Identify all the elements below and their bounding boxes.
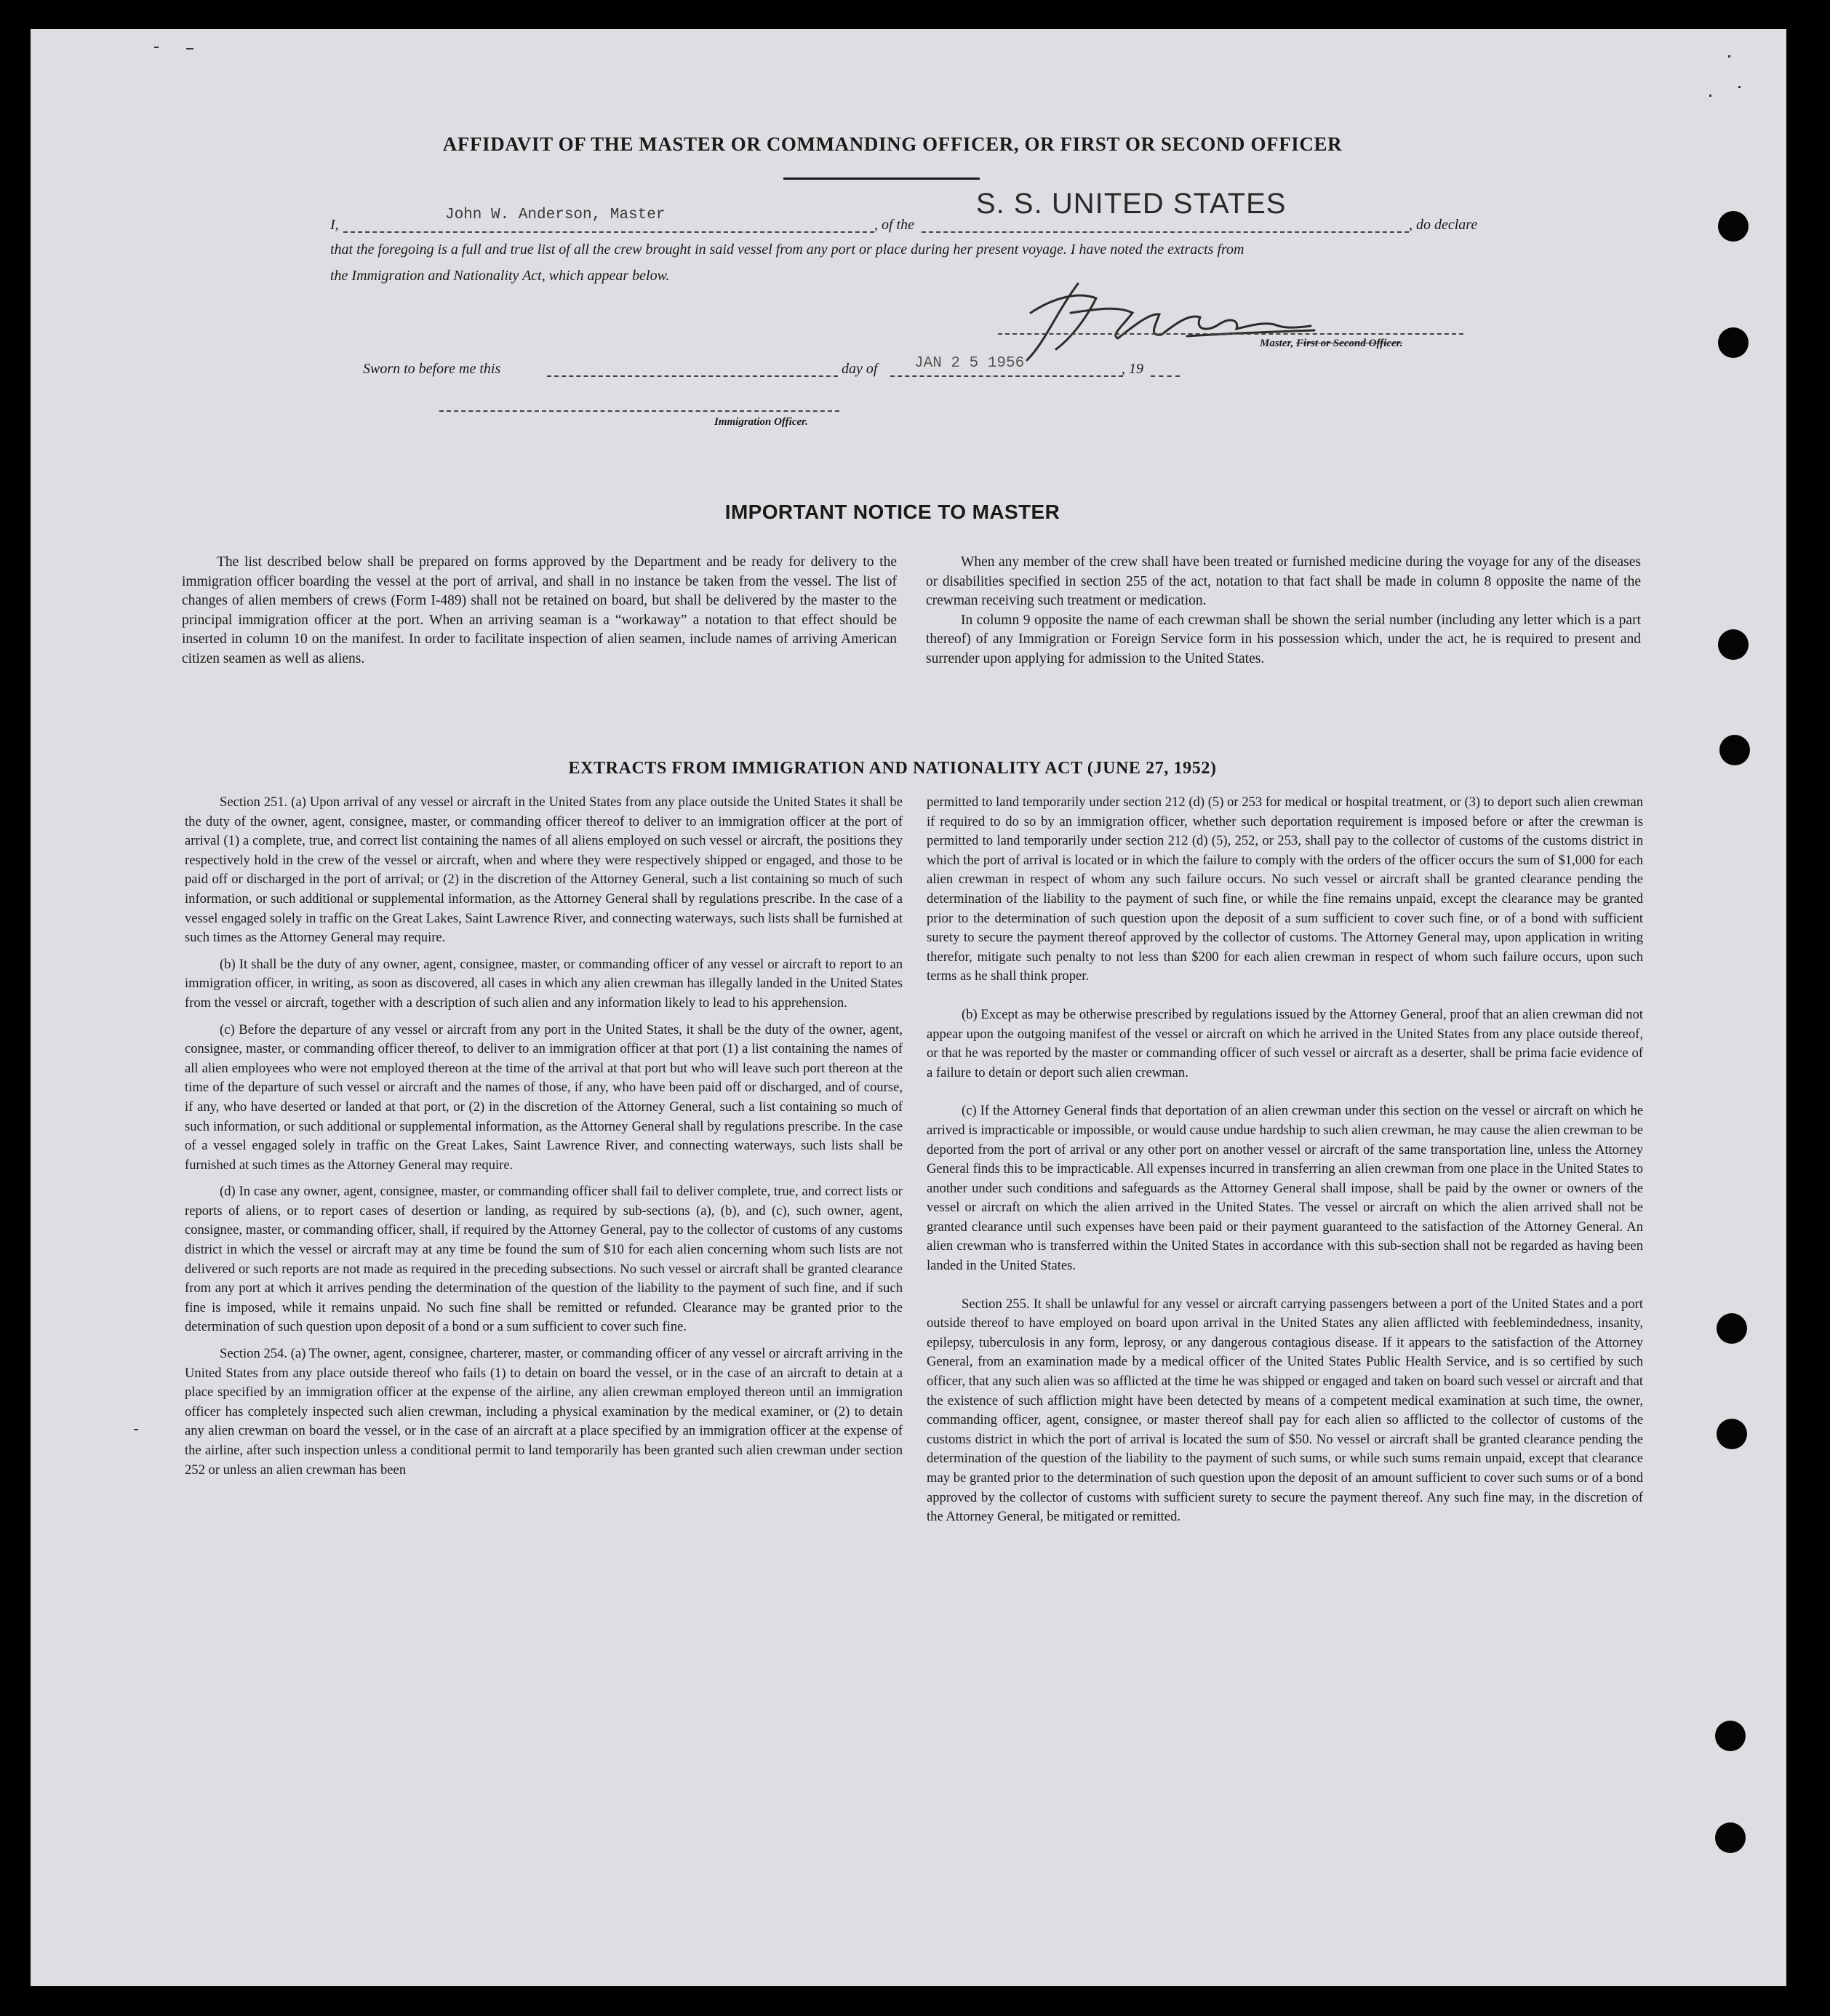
binder-hole [1718,629,1749,660]
officer-caption: Immigration Officer. [714,416,808,428]
section-251d: (d) In case any owner, agent, consignee, master, or commanding officer shall fail to deliver complete, true, and correct lists or reports of aliens, or to report cases of desertion or landing, as required by sub-sections (a), (b), and (c), such owner, agent, consignee, master, or commanding officer, shall, if required by the Attorney General, pay to the collector of customs of any customs district in which the vessel or aircraft may at any time be found the sum of $10 for each alien concerning whom such lists are not delivered or such reports are not made as required in the preceding subsections. No such vessel or aircraft shall be granted clearance from any port at which it arrives pending the determination of the question of the liability to the payment of such fine, and if such fine is imposed, while it remains unpaid. No such fine shall be remitted or refunded. Clearance may be granted prior to the determination of such question upon deposit of a bond or a sum sufficient to cover such fine. [185,1184,903,1335]
year-label: , 19 [1122,361,1143,377]
extracts-right-column [927,793,1643,1534]
master-signature [969,269,1376,371]
title-underline [783,178,980,180]
section-254a-continued: permitted to land temporarily under section 212 (d) (5) or 253 for medical or hospital treatment, or (3) to deport such alien crewman if required to do so by an immigration officer, whether such deportation requirement is imposed before or after the crewman is permitted to land temporarily under section 212 (d) (5), 252, or 253, shall pay to the collector of customs of the customs district in which the port of arrival is located or in which the failure to comply with the orders of the officer occurs the sum of $1,000 for each alien crewman in respect of whom any such failure occurs. No such vessel or aircraft shall be granted clearance pending the determination of the liability to the payment of such fine, or while the fine remains unpaid, except the clearance may be granted prior to the determination of such question upon the deposit of a sum sufficient to cover such fine, or of a bond with sufficient surety to secure the payment thereof approved by the collector of customs. The Attorney General may, upon application in writing therefor, mitigate such penalty to not less than $200 for each alien crewman in respect of whom such failure occurs, upon such terms as he shall think proper. [927,794,1643,984]
section-251c: (c) Before the departure of any vessel or aircraft from any port in the United States, it shall be the duty of the owner, agent, consignee, master, or commanding officer thereof, to deliver to an immigration officer at that port (1) a list containing the names of all alien employees who were not employed thereon at the time of the arrival at that port but who will leave such port thereon at the time of the departure of such vessel or aircraft and the names of those, if any, who have been paid off or discharged, and of course, if any, who have deserted or landed at that port, or (2) in the discretion of the Attorney General, such a list containing so much of such information, or such additional or supplemental information, as the Attorney General shall by regulations prescribe. In the case of a vessel engaged solely in traffic on the Great Lakes, Saint Lawrence River, and connecting waterways, such lists shall be furnished at such times as the Attorney General may require. [185,1021,903,1173]
sworn-day-line [547,375,838,377]
section-254b: (b) Except as may be otherwise prescribed by regulations issued by the Attorney General, proof that an alien crewman did not appear upon the outgoing manifest of the vessel or aircraft on which he arrived in the United States from any place outside thereof, or that he was reported by the master or commanding officer of such vessel or aircraft as a deserter, shall be prima facie evidence of a failure to detain or deport such alien crewman. [927,1006,1643,1080]
binder-hole [1718,327,1749,358]
binder-hole [1715,1822,1746,1853]
signature-line [998,333,1463,335]
scan-speck [186,48,193,49]
binder-hole [1718,211,1749,242]
sworn-month-line [890,375,1123,377]
section-254c: (c) If the Attorney General finds that deportation of an alien crewman under this section on the vessel or aircraft on which he arrived is impracticable or impossible, or would cause undue hardship to such alien crewman, he may cause the alien crewman to be deported from the port of arrival or any other port on another vessel or aircraft of the same transportation line, unless the Attorney General finds this to be impracticable. All expenses incurred in transferring an alien crewman from one place in the United States to another under such conditions and safeguards as the Attorney General shall impose, shall be paid by the owner or owners of the vessel or aircraft on which the alien arrived in the United States. The vessel or aircraft on which the alien arrived shall not be granted clearance until such expenses have been paid or their payment guaranteed to the satisfaction of the Attorney General. An alien crewman who is transferred within the United States in accordance with this sub-section shall not be regarded as having been landed in the United States. [927,1103,1643,1274]
master-name: John W. Anderson, Master [445,207,666,223]
notice-left-column [182,553,897,677]
officer-line [439,410,839,412]
caption-master: Master, [1260,338,1294,349]
of-the-label: , of the [874,217,914,233]
scan-speck [134,1429,138,1430]
year-line [1151,375,1180,377]
affidavit-title: AFFIDAVIT OF THE MASTER OR COMMANDING OFFICER, OR FIRST OR SECOND OFFICER [442,133,1343,155]
statement-line-2: the Immigration and Nationality Act, which appear below. [330,268,670,284]
date-stamp: JAN 2 5 1956 [914,355,1025,372]
notice-left-paragraph: The list described below shall be prepared on forms approved by the Department and be ready for delivery to the immigration officer boarding the vessel at the port of arrival, and shall in no instance be taken from the vessel. The list of changes of alien members of crews (Form I-489) shall not be retained on board, but shall be delivered by the master to the principal immigration officer at the port. When an arriving seaman is a “workaway” a notation to that effect should be inserted in column 10 on the manifest. In order to facilitate inspection of alien seamen, include names of arriving American citizen seamen as well as aliens. [182,554,897,666]
statement-line-1: that the foregoing is a full and true list of all the crew brought in said vessel from any port or place during her present voyage. I have noted the extracts from [330,242,1244,258]
binder-hole [1715,1721,1746,1751]
i-label: I, [330,217,339,233]
scan-speck [1728,55,1730,57]
day-of-label: day of [842,361,878,377]
notice-right-paragraph-1: When any member of the crew shall have been treated or furnished medicine during the voyage for any of the diseases or disabilities specified in section 255 of the act, notation to that fact shall be made in column 8 opposite the name of the crewman receiving such treatment or medication. [926,554,1641,609]
name-line [343,231,874,233]
notice-title: IMPORTANT NOTICE TO MASTER [724,501,1060,523]
vessel-line [922,231,1409,233]
vessel-name-stamp: S. S. UNITED STATES [976,188,1287,220]
sworn-label: Sworn to before me this [363,361,501,377]
extracts-left-column [185,793,903,1487]
do-declare-label: , do declare [1409,217,1478,233]
binder-hole [1717,1313,1747,1344]
signature-caption [1260,338,1402,350]
scan-speck [1709,95,1711,97]
caption-struck-officer: First or Second Officer. [1296,338,1403,349]
section-255: Section 255. It shall be unlawful for any vessel or aircraft carrying passengers between a port of the United States and a port outside thereof to have employed on board upon arrival in the United States any alien afflicted with feeblemindedness, insanity, epilepsy, tuberculosis in any form, leprosy, or any dangerous contagious disease. If it appears to the satisfaction of the Attorney General, from an examination made by a medical officer of the United States Public Health Service, and is so certified by such officer, that any such alien was so afflicted at the time he was shipped or engaged and taken on board such vessel or aircraft and that the existence of such affliction might have been detected by means of a competent medical examination at such time, the owner, commanding officer, agent, consignee, or master thereof shall pay for each alien so afflicted to the collector of customs of the customs district in which the port of arrival is located the sum of $50. No vessel or aircraft shall be granted clearance pending the determination of the question of the liability to the payment of such sums, or while such sums remain unpaid, except that clearance may be granted prior to the determination of such question upon the deposit of an amount sufficient to cover such sums or of a bond approved by the collector of customs with sufficient surety to secure the payment thereof. Any such fine may, in the discretion of the Attorney General, be mitigated or remitted. [927,1296,1643,1525]
scan-speck [154,47,159,48]
section-251b: (b) It shall be the duty of any owner, agent, consignee, master, or commanding officer of any vessel or aircraft to report to an immigration officer, in writing, as soon as discovered, all cases in which any alien crewman has illegally landed in the United States from the vessel or aircraft, together with a description of such alien and any information likely to lead to his apprehension. [185,956,903,1011]
notice-right-column [926,553,1641,677]
extracts-title: EXTRACTS FROM IMMIGRATION AND NATIONALITY ACT (JUNE 27, 1952) [568,759,1217,778]
scan-speck [1738,86,1741,88]
section-251a: Section 251. (a) Upon arrival of any vessel or aircraft in the United States from any place outside the United States it shall be the duty of the owner, agent, consignee, master, or commanding officer thereof to deliver to an immigration officer at the port of arrival (1) a complete, true, and correct list containing the names of all aliens employed on such vessel or aircraft, the positions they respectively hold in the crew of the vessel or aircraft, when and where they were respectively shipped or engaged, and those to be paid off or discharged in the port of arrival; or (2) in the discretion of the Attorney General, such a list containing so much of such information, or such additional or supplemental information, as the Attorney General shall by regulations prescribe. In the case of a vessel engaged solely in traffic on the Great Lakes, Saint Lawrence River, and connecting waterways, such lists shall be furnished at such times as the Attorney General may require. [185,794,903,946]
document-page [31,29,1786,1986]
section-254a: Section 254. (a) The owner, agent, consignee, charterer, master, or commanding officer of any vessel or aircraft arriving in the United States from any place outside thereof who fails (1) to detain on board the vessel, or in the case of an aircraft to detain at a place specified by an immigration officer at the expense of the airline, any alien crewman employed thereon until an immigration officer has completely inspected such alien crewman, including a physical examination by the medical examiner, or (2) to detain any alien crewman on board the vessel, or in the case of an aircraft at a place specified by an immigration officer at the expense of the airline, after such inspection unless a conditional permit to land temporarily has been granted such alien crewman under section 252 or unless an alien crewman has been [185,1346,903,1478]
binder-hole [1717,1419,1747,1449]
notice-right-paragraph-2: In column 9 opposite the name of each crewman shall be shown the serial number (including any letter which is a part thereof) of any Immigration or Foreign Service form in his possession which, under the act, he is required to present and surrender upon applying for admission to the United States. [926,612,1641,666]
